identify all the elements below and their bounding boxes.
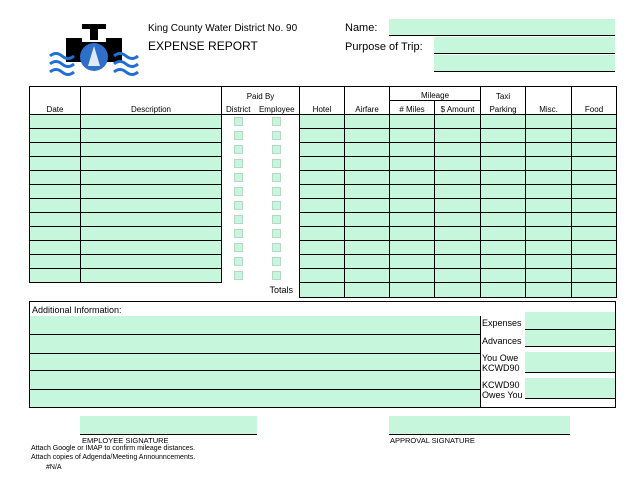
employee-signature-field[interactable] [80,416,257,434]
hotel-cell[interactable] [300,255,345,269]
district-checkbox[interactable] [234,229,243,238]
food-cell[interactable] [572,185,617,199]
date-cell[interactable] [30,129,81,143]
note-mileage: Attach Google or IMAP to confirm mileage distances. [31,445,196,452]
date-cell[interactable] [30,213,81,227]
district-checkbox-cell [222,213,255,227]
description-cell[interactable] [81,213,222,227]
description-cell[interactable] [81,199,222,213]
you-owe-label: You Owe KCWD90 [482,353,520,373]
employee-checkbox[interactable] [272,271,281,280]
table-row [30,157,617,171]
misc-cell[interactable] [526,213,572,227]
food-cell[interactable] [572,227,617,241]
hotel-cell[interactable] [300,157,345,171]
employee-checkbox-cell [255,241,300,255]
approval-signature-label: APPROVAL SIGNATURE [390,436,475,445]
total-amount[interactable] [435,283,481,298]
table-row [30,143,617,157]
table-row [30,185,617,199]
amount-cell[interactable] [435,185,481,199]
date-cell[interactable] [30,269,81,283]
miles-cell[interactable] [390,129,435,143]
amount-cell[interactable] [435,171,481,185]
taxi-header: Taxi [481,87,526,101]
date-cell[interactable] [30,171,81,185]
hotel-cell[interactable] [300,269,345,283]
district-checkbox-cell [222,185,255,199]
you-owe-field[interactable] [525,352,615,373]
misc-cell[interactable] [526,269,572,283]
miles-cell[interactable] [390,255,435,269]
date-cell[interactable] [30,199,81,213]
date-cell[interactable] [30,227,81,241]
employee-checkbox[interactable] [272,257,281,266]
hotel-cell[interactable] [300,185,345,199]
description-cell[interactable] [81,143,222,157]
district-checkbox[interactable] [234,243,243,252]
parking-cell[interactable] [481,185,526,199]
mileage-header: Mileage [390,87,481,101]
amount-cell[interactable] [435,241,481,255]
col-hotel: Hotel [300,101,345,115]
table-row [30,129,617,143]
additional-info-line2[interactable] [30,335,480,354]
owes-you-label: KCWD90 Owes You [482,380,523,400]
total-airfare[interactable] [345,283,390,298]
miles-cell[interactable] [390,143,435,157]
employee-checkbox-cell [255,171,300,185]
description-cell[interactable] [81,185,222,199]
total-misc[interactable] [526,283,572,298]
table-row [30,269,617,283]
additional-info-line3[interactable] [30,354,480,371]
airfare-cell[interactable] [345,115,390,129]
district-checkbox-cell [222,115,255,129]
col-amount: $ Amount [435,101,481,115]
miles-cell[interactable] [390,269,435,283]
col-date: Date [30,101,81,115]
airfare-cell[interactable] [345,157,390,171]
purpose-field-line2[interactable] [434,55,615,71]
miles-cell[interactable] [390,171,435,185]
report-title: EXPENSE REPORT [148,39,258,53]
district-checkbox-cell [222,255,255,269]
table-row [30,171,617,185]
parking-cell[interactable] [481,199,526,213]
hotel-cell[interactable] [300,213,345,227]
purpose-field-line1[interactable] [434,37,615,53]
parking-cell[interactable] [481,269,526,283]
misc-cell[interactable] [526,255,572,269]
org-name: King County Water District No. 90 [148,23,298,34]
employee-checkbox[interactable] [272,173,281,182]
parking-cell[interactable] [481,115,526,129]
district-checkbox[interactable] [234,145,243,154]
employee-checkbox[interactable] [272,187,281,196]
parking-cell[interactable] [481,227,526,241]
approval-signature-field[interactable] [389,416,570,434]
airfare-cell[interactable] [345,185,390,199]
note-meeting: Attach copies of Adgenda/Meeting Announncements. [31,454,196,461]
parking-cell[interactable] [481,157,526,171]
employee-checkbox-cell [255,213,300,227]
food-cell[interactable] [572,269,617,283]
hotel-cell[interactable] [300,241,345,255]
total-hotel[interactable] [300,283,345,298]
miles-cell[interactable] [390,185,435,199]
airfare-cell[interactable] [345,129,390,143]
description-cell[interactable] [81,157,222,171]
parking-cell[interactable] [481,213,526,227]
date-cell[interactable] [30,185,81,199]
totals-label: Totals [30,283,300,298]
misc-cell[interactable] [526,171,572,185]
description-cell[interactable] [81,129,222,143]
employee-checkbox-cell [255,129,300,143]
total-parking[interactable] [481,283,526,298]
col-miles: # Miles [390,101,435,115]
table-row [30,255,617,269]
col-food: Food [572,101,617,115]
owes-you-field[interactable] [525,378,615,399]
description-cell[interactable] [81,227,222,241]
table-row [30,241,617,255]
employee-checkbox[interactable] [272,243,281,252]
table-row [30,199,617,213]
expenses-field[interactable] [525,312,615,330]
employee-checkbox-cell [255,157,300,171]
additional-info-line4[interactable] [30,371,480,390]
name-label: Name: [345,22,378,34]
total-food[interactable] [572,283,617,298]
employee-checkbox-cell [255,143,300,157]
miles-cell[interactable] [390,241,435,255]
miles-cell[interactable] [390,213,435,227]
district-checkbox[interactable] [234,257,243,266]
hotel-cell[interactable] [300,115,345,129]
amount-cell[interactable] [435,227,481,241]
paid-by-header: Paid By [222,87,300,101]
table-row [30,227,617,241]
district-checkbox-cell [222,129,255,143]
district-checkbox-cell [222,269,255,283]
date-cell[interactable] [30,115,81,129]
district-checkbox[interactable] [234,201,243,210]
food-cell[interactable] [572,143,617,157]
district-checkbox[interactable] [234,187,243,196]
misc-cell[interactable] [526,129,572,143]
airfare-cell[interactable] [345,241,390,255]
food-cell[interactable] [572,255,617,269]
airfare-cell[interactable] [345,213,390,227]
expense-table [29,86,617,298]
food-cell[interactable] [572,115,617,129]
parking-cell[interactable] [481,241,526,255]
expenses-label: Expenses [482,318,522,328]
misc-cell[interactable] [526,185,572,199]
district-checkbox-cell [222,171,255,185]
employee-checkbox-cell [255,185,300,199]
food-cell[interactable] [572,129,617,143]
employee-checkbox-cell [255,269,300,283]
airfare-cell[interactable] [345,269,390,283]
district-checkbox-cell [222,241,255,255]
district-checkbox-cell [222,199,255,213]
table-row [30,115,617,129]
parking-cell[interactable] [481,143,526,157]
food-cell[interactable] [572,157,617,171]
additional-info-label: Additional Information: [32,305,122,315]
hotel-cell[interactable] [300,129,345,143]
employee-checkbox-cell [255,227,300,241]
purpose-label: Purpose of Trip: [345,41,423,53]
amount-cell[interactable] [435,269,481,283]
employee-checkbox-cell [255,199,300,213]
hotel-cell[interactable] [300,199,345,213]
additional-info-section [29,301,616,408]
table-row [30,213,617,227]
date-cell[interactable] [30,143,81,157]
amount-cell[interactable] [435,199,481,213]
amount-cell[interactable] [435,115,481,129]
food-cell[interactable] [572,199,617,213]
airfare-cell[interactable] [345,199,390,213]
employee-signature-label: EMPLOYEE SIGNATURE [82,436,169,445]
hotel-cell[interactable] [300,143,345,157]
col-district: District [222,101,255,115]
miles-cell[interactable] [390,157,435,171]
employee-checkbox[interactable] [272,201,281,210]
date-cell[interactable] [30,255,81,269]
employee-checkbox[interactable] [272,145,281,154]
col-airfare: Airfare [345,101,390,115]
district-checkbox[interactable] [234,173,243,182]
misc-cell[interactable] [526,199,572,213]
district-checkbox[interactable] [234,215,243,224]
employee-checkbox[interactable] [272,215,281,224]
food-cell[interactable] [572,213,617,227]
employee-checkbox[interactable] [272,229,281,238]
col-parking: Parking [481,101,526,115]
description-cell[interactable] [81,115,222,129]
airfare-cell[interactable] [345,143,390,157]
district-checkbox-cell [222,227,255,241]
parking-cell[interactable] [481,255,526,269]
misc-cell[interactable] [526,241,572,255]
miles-cell[interactable] [390,227,435,241]
col-employee: Employee [255,101,300,115]
district-checkbox[interactable] [234,271,243,280]
misc-cell[interactable] [526,143,572,157]
miles-cell[interactable] [390,199,435,213]
description-cell[interactable] [81,269,222,283]
district-checkbox[interactable] [234,117,243,126]
advances-field[interactable] [525,330,615,347]
district-checkbox[interactable] [234,131,243,140]
food-cell[interactable] [572,171,617,185]
district-checkbox[interactable] [234,159,243,168]
employee-checkbox[interactable] [272,131,281,140]
amount-cell[interactable] [435,129,481,143]
total-miles[interactable] [390,283,435,298]
misc-cell[interactable] [526,157,572,171]
district-checkbox-cell [222,143,255,157]
additional-info-line1[interactable] [30,316,480,335]
employee-checkbox-cell [255,255,300,269]
employee-checkbox[interactable] [272,117,281,126]
parking-cell[interactable] [481,129,526,143]
amount-cell[interactable] [435,157,481,171]
description-cell[interactable] [81,241,222,255]
airfare-cell[interactable] [345,255,390,269]
date-cell[interactable] [30,241,81,255]
description-cell[interactable] [81,171,222,185]
hotel-cell[interactable] [300,171,345,185]
description-cell[interactable] [81,255,222,269]
miles-cell[interactable] [390,115,435,129]
col-misc: Misc. [526,101,572,115]
amount-cell[interactable] [435,143,481,157]
employee-checkbox[interactable] [272,159,281,168]
water-district-logo [48,22,140,78]
employee-checkbox-cell [255,115,300,129]
hotel-cell[interactable] [300,227,345,241]
parking-cell[interactable] [481,171,526,185]
additional-info-line5[interactable] [30,390,480,407]
misc-cell[interactable] [526,115,572,129]
date-cell[interactable] [30,157,81,171]
amount-cell[interactable] [435,213,481,227]
col-description: Description [81,101,222,115]
misc-cell[interactable] [526,227,572,241]
district-checkbox-cell [222,157,255,171]
airfare-cell[interactable] [345,171,390,185]
name-field[interactable] [389,19,615,35]
advances-label: Advances [482,336,522,346]
airfare-cell[interactable] [345,227,390,241]
amount-cell[interactable] [435,255,481,269]
food-cell[interactable] [572,241,617,255]
footer-value: #N/A [46,464,62,471]
